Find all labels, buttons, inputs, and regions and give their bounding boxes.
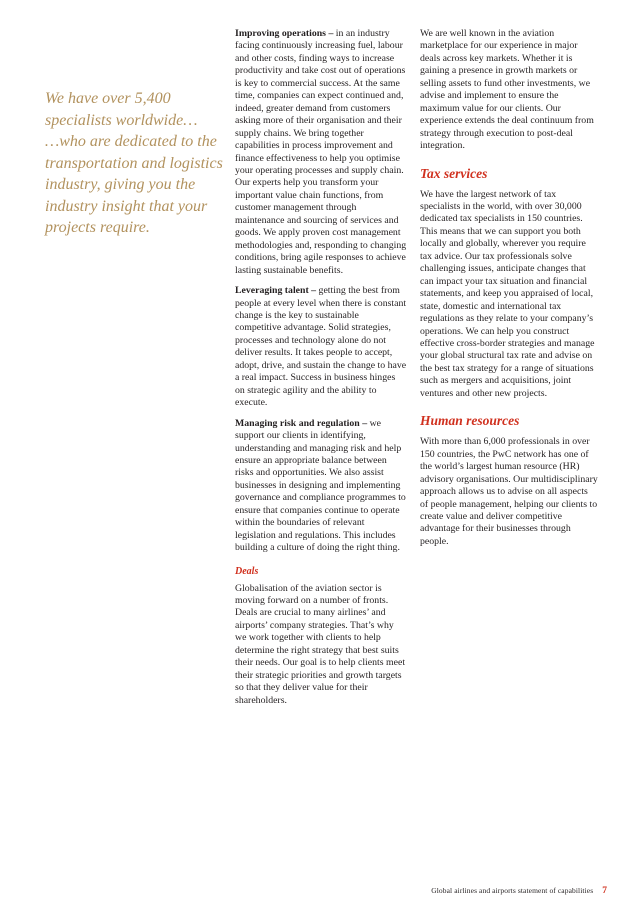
paragraph-improving-operations (235, 28, 407, 277)
paragraph-managing-risk (235, 418, 407, 555)
deals-paragraph: Globalisation of the aviation sector is moving forward on a number of fronts. Deals are crucial to many airlines’ and airports’ company strategies. That’s why we work together with clients to help determine the right strategy that best suits their needs. Our goal is to help clients meet their strategic priorities and growth targets so that they deliver value for their shareholders. (235, 582, 406, 706)
column-middle (235, 28, 407, 715)
deals-heading: Deals (235, 565, 259, 577)
paragraph-text: getting the best from people at every level when there is constant change is the key to sustainable competitive advantage. Solid strategies, processes and technology alone do not deliver results. It takes people to accept, adopt, drive, and sustain the change to have a real impact. Success in business hinges on strategic agility and the ability to execute. (235, 285, 407, 409)
paragraph-lead: Managing risk and regulation – (235, 417, 370, 429)
tax-services-paragraph: We have the largest network of tax specialists in the world, with over 30,000 dedicated tax specialists in 150 countries. This means that we can support you both locally and globally, wherever you require tax advice. Our tax professionals solve challenging issues, anticipate changes that can impact your tax situation and financial statements, and keep you appraised of local, state, domestic and international tax regulations as they relate to your company’s operations. We can help you construct effective cross-border strategies and manage your global structural tax rate and advise on the best tax strategy for a range of situations such as mergers and acquisitions, joint ventures and other new projects. (420, 188, 595, 399)
pull-quote (45, 88, 223, 239)
paragraph-lead: Improving operations – (235, 28, 336, 39)
footer-title: Global airlines and airports statement of capabilities (431, 886, 594, 895)
pull-quote-part-2: …who are dedicated to the transportation and logistics industry, giving you the industry insight that your projects require. (45, 133, 223, 236)
paragraph-leveraging-talent (235, 285, 407, 410)
paragraph-text: we support our clients in identifying, understanding and managing risk and help ensure an appropriate balance between risks and opportunities. We also assist businesses in designing and implementing governance and compliance programmes to ensure that companies continue to operate within the boundaries of relevant legislation and regulations. This includes building a culture of doing the right thing. (235, 417, 406, 554)
column-right (420, 28, 598, 556)
paragraph-deals-continuation: We are well known in the aviation marketplace for our experience in major deals across key markets. Whether it is gaining a presence in growth markets or selling assets to fund other investments, we advise and implement to ensure the maximum value for our clients. Our experience extends the deal continuum from strategy through execution to post-deal integration. (420, 28, 594, 152)
page-footer (431, 886, 607, 896)
human-resources-heading: Human resources (420, 413, 520, 429)
paragraph-text: in an industry facing continuously increasing fuel, labour and other costs, finding ways to increase productivity and take cost out of operations is key to commercial success. At the same time, companies can expect continued and, indeed, greater demand from customers asking more of their organisation and their supply chains. We bring together capabilities in process improvement and finance effectiveness to help you optimise your operating processes and supply chain. Our experts help you transform your important value chain functions, from customer management through maintenance and sourcing of services and goods. We apply proven cost management methodologies and, responding to changing conditions, bring agile responses to achieve lasting sustainable benefits. (235, 28, 407, 276)
paragraph-lead: Leveraging talent – (235, 285, 319, 297)
pull-quote-part-1: We have over 5,400 specialists worldwide… (45, 90, 198, 129)
human-resources-paragraph: With more than 6,000 professionals in over 150 countries, the PwC network has one of the world’s largest human resource (HR) advisory organisations. Our multidisciplinary approach allows us to advise on all aspects of people management, helping our clients to create value and deliver competitive advantage for their businesses through people. (420, 436, 598, 547)
page-number: 7 (602, 886, 607, 896)
tax-services-heading: Tax services (420, 165, 488, 181)
